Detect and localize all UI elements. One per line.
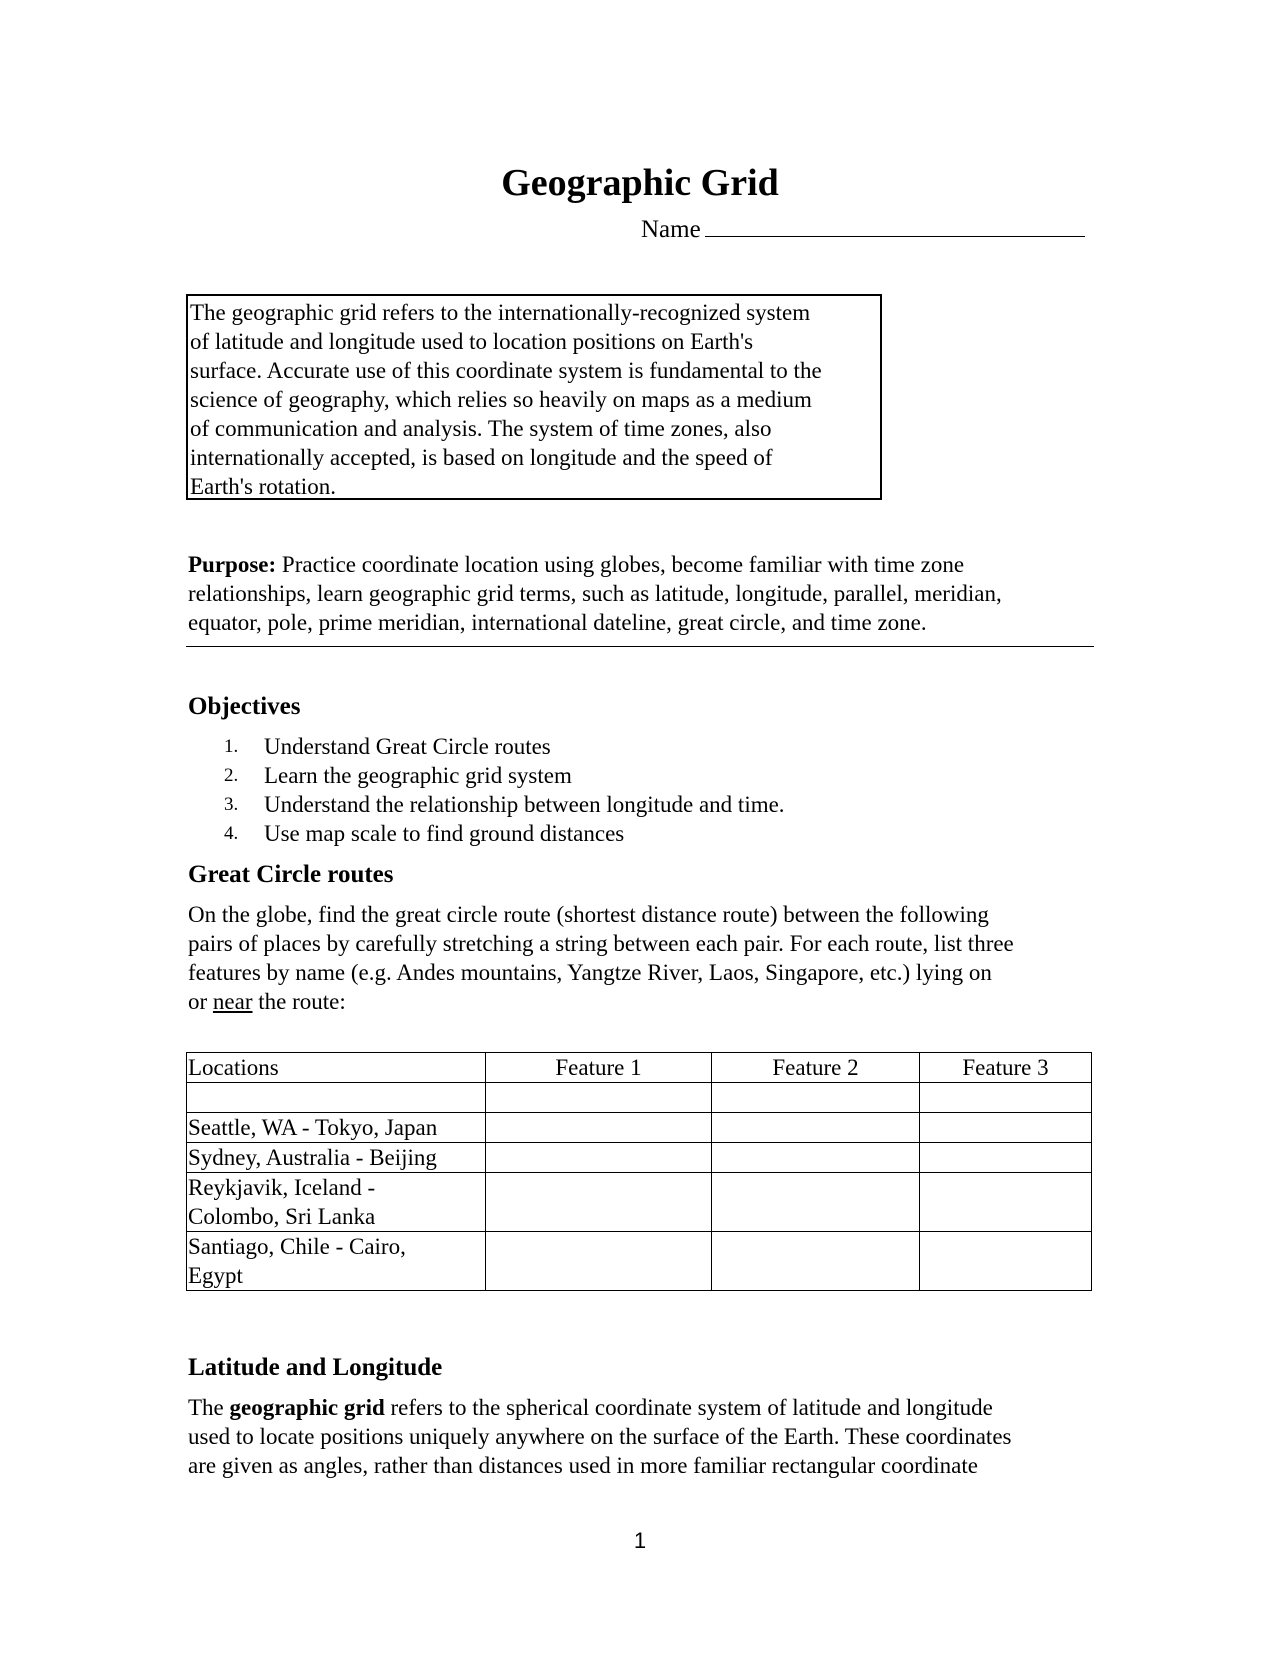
lat-long-paragraph: [188, 1393, 1098, 1480]
header-locations: Locations: [187, 1053, 486, 1083]
feature-2-cell[interactable]: [712, 1143, 920, 1173]
objectives-heading: Objectives: [188, 693, 301, 720]
line-text: or: [188, 989, 213, 1014]
location-cell[interactable]: [187, 1083, 486, 1113]
location-text: Colombo, Sri Lanka: [188, 1204, 376, 1229]
objective-text: Understand the relationship between longitude and time.: [264, 792, 785, 817]
objective-item: [188, 732, 1088, 761]
objective-item: [188, 790, 1088, 819]
section-divider: [186, 646, 1094, 647]
intro-line: science of geography, which relies so heavily on maps as a medium: [190, 387, 812, 412]
objective-number: 2.: [224, 765, 239, 786]
purpose-line: equator, pole, prime meridian, international dateline, great circle, and time zone.: [188, 610, 927, 635]
objective-number: 4.: [224, 823, 239, 844]
line-text: the route:: [252, 989, 346, 1014]
great-circle-table: [186, 1052, 1092, 1291]
table-row: [187, 1083, 1092, 1113]
objective-item: [188, 761, 1088, 790]
feature-1-cell[interactable]: [486, 1143, 712, 1173]
paragraph-line: [188, 987, 1098, 1016]
paragraph-line: features by name (e.g. Andes mountains, Yangtze River, Laos, Singapore, etc.) lying on: [188, 960, 992, 985]
header-feature-1: Feature 1: [486, 1053, 712, 1083]
objective-item: [188, 819, 1088, 848]
location-text: Egypt: [188, 1263, 243, 1288]
lat-long-heading: Latitude and Longitude: [188, 1354, 443, 1381]
intro-line: surface. Accurate use of this coordinate system is fundamental to the: [190, 358, 822, 383]
line-text: The: [188, 1395, 230, 1420]
intro-line: The geographic grid refers to the internationally-recognized system: [190, 300, 811, 325]
table-row: [187, 1232, 1092, 1291]
bold-term: geographic grid: [229, 1395, 385, 1420]
intro-box: [186, 294, 882, 500]
location-text: Reykjavik, Iceland -: [188, 1175, 376, 1200]
objective-text: Use map scale to find ground distances: [264, 821, 625, 846]
objective-number: 3.: [224, 794, 239, 815]
objective-text: Learn the geographic grid system: [264, 763, 572, 788]
feature-3-cell[interactable]: [920, 1083, 1092, 1113]
page-title: Geographic Grid: [501, 162, 779, 204]
location-text: Sydney, Australia - Beijing: [188, 1145, 437, 1170]
purpose-paragraph: [188, 550, 1088, 637]
name-field: [641, 214, 1085, 245]
paragraph-line: pairs of places by carefully stretching a string between each pair. For each route, list three: [188, 931, 1014, 956]
feature-3-cell[interactable]: [920, 1143, 1092, 1173]
feature-2-cell[interactable]: [712, 1113, 920, 1143]
location-cell: [187, 1173, 486, 1232]
feature-1-cell[interactable]: [486, 1113, 712, 1143]
table-header-row: [187, 1053, 1092, 1083]
feature-2-cell[interactable]: [712, 1173, 920, 1232]
paragraph-line: are given as angles, rather than distances used in more familiar rectangular coordinate: [188, 1453, 978, 1478]
table-row: [187, 1113, 1092, 1143]
header-feature-3: Feature 3: [920, 1053, 1092, 1083]
objective-text: Understand Great Circle routes: [264, 734, 551, 759]
name-label: Name: [641, 216, 701, 243]
objective-number: 1.: [224, 736, 239, 757]
intro-line: Earth's rotation.: [190, 474, 336, 499]
location-text: Santiago, Chile - Cairo,: [188, 1234, 406, 1259]
objectives-list: [188, 732, 1088, 848]
line-text: refers to the spherical coordinate system of latitude and longitude: [384, 1395, 993, 1420]
feature-3-cell[interactable]: [920, 1113, 1092, 1143]
great-circle-heading: Great Circle routes: [188, 861, 394, 888]
underlined-word: near: [212, 989, 253, 1014]
purpose-line: [188, 550, 1088, 579]
intro-line: of latitude and longitude used to location positions on Earth's: [190, 329, 754, 354]
header-feature-2: Feature 2: [712, 1053, 920, 1083]
feature-2-cell[interactable]: [712, 1232, 920, 1291]
location-cell: [187, 1143, 486, 1173]
feature-3-cell[interactable]: [920, 1173, 1092, 1232]
purpose-text: Practice coordinate location using globes, become familiar with time zone: [276, 552, 965, 577]
paragraph-line: [188, 1393, 1098, 1422]
paragraph-line: On the globe, find the great circle route (shortest distance route) between the following: [188, 902, 989, 927]
purpose-line: relationships, learn geographic grid terms, such as latitude, longitude, parallel, meridian,: [188, 581, 1002, 606]
feature-1-cell[interactable]: [486, 1083, 712, 1113]
intro-line: internationally accepted, is based on longitude and the speed of: [190, 445, 773, 470]
table-row: [187, 1143, 1092, 1173]
intro-line: of communication and analysis. The system of time zones, also: [190, 416, 772, 441]
feature-3-cell[interactable]: [920, 1232, 1092, 1291]
name-blank-line: [705, 214, 1085, 237]
location-text: Seattle, WA - Tokyo, Japan: [188, 1115, 438, 1140]
paragraph-line: used to locate positions uniquely anywhere on the surface of the Earth. These coordinates: [188, 1424, 1012, 1449]
table-row: [187, 1173, 1092, 1232]
great-circle-paragraph: [188, 900, 1098, 1016]
purpose-label: Purpose:: [188, 552, 277, 577]
page-number: 1: [633, 1528, 647, 1553]
location-cell: [187, 1232, 486, 1291]
location-cell: [187, 1113, 486, 1143]
feature-1-cell[interactable]: [486, 1232, 712, 1291]
feature-2-cell[interactable]: [712, 1083, 920, 1113]
feature-1-cell[interactable]: [486, 1173, 712, 1232]
